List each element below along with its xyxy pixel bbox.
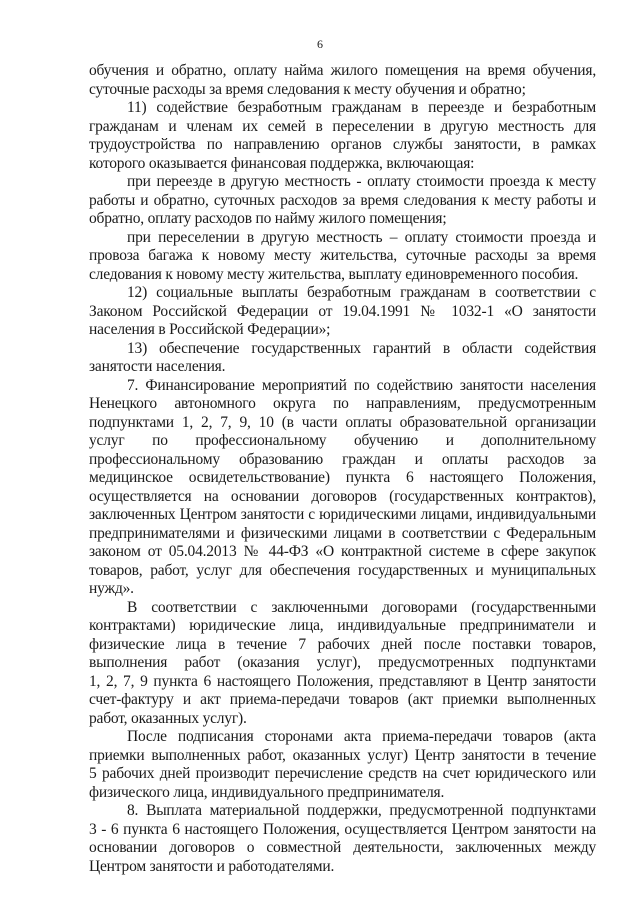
document-body	[89, 62, 596, 876]
page-number: 6	[317, 37, 323, 51]
text-line: обратно, оплату расходов по найму жилого помещения;	[89, 210, 447, 227]
text-line: Ненецкого автономного округа по направлениям, предусмотренным	[89, 395, 596, 412]
text-line: профессиональному образованию граждан и оплаты расходов за	[89, 450, 596, 468]
paragraph-relocation-move	[89, 173, 596, 229]
text-line: при переезде в другую местность - оплату стоимости проезда к месту	[127, 173, 596, 190]
text-line: контрактами) юридические лица, индивидуальные предприниматели и	[89, 617, 596, 634]
text-line: медицинское освидетельствование) пункта 6 настоящего Положения,	[89, 469, 596, 486]
text-line: услуг по профессиональному обучению и дополнительному	[89, 432, 596, 449]
paragraph-section-7	[89, 377, 596, 599]
text-line: 7. Финансирование мероприятий по содействию занятости населения	[127, 376, 596, 394]
text-line: В соответствии с заключенными договорами (государственными	[127, 598, 596, 616]
text-line: Центром занятости и работодателями.	[89, 857, 335, 875]
text-line: счет-фактуру и акт приема-передачи товаров (акт приемки выполненных	[89, 691, 596, 708]
paragraph-education-travel	[89, 62, 596, 99]
paragraph-item-13	[89, 340, 596, 377]
text-line: подпунктами 1, 2, 7, 9, 10 (в части оплаты образовательной организации	[89, 413, 596, 431]
text-line: 13) обеспечение государственных гарантий в области содействия	[127, 339, 596, 357]
text-line: заключенных Центром занятости с юридическими лицами, индивидуальными	[89, 506, 596, 523]
text-line: населения в Российской Федерации»;	[89, 321, 331, 338]
text-line: трудоустройства по направлению органов службы занятости, в рамках	[89, 136, 596, 153]
paragraph-resettlement	[89, 229, 596, 285]
text-line: 5 рабочих дней производит перечисление средств на счет юридического или	[89, 765, 596, 782]
text-line: которого оказывается финансовая поддержка, включающая:	[89, 154, 475, 172]
text-line: выполнения работ (оказания услуг), предусмотренных подпунктами	[89, 654, 596, 671]
paragraph-item-11	[89, 99, 596, 173]
text-line: 1, 2, 7, 9 пункта 6 настоящего Положения, представляют в Центр занятости	[89, 672, 596, 690]
text-line: 3 - 6 пункта 6 настоящего Положения, осуществляется Центром занятости на	[89, 820, 596, 838]
text-line: предпринимателями и физическими лицами в соответствии с Федеральным	[89, 524, 596, 542]
text-line: занятости населения.	[89, 358, 226, 375]
paragraph-contracts	[89, 599, 596, 729]
text-line: Законом Российской Федерации от 19.04.1991 № 1032-1 «О занятости	[89, 302, 596, 320]
text-line: законом от 05.04.2013 № 44-ФЗ «О контрактной системе в сфере закупок	[89, 543, 596, 560]
text-line: 8. Выплата материальной поддержки, предусмотренной подпунктами	[127, 802, 596, 819]
text-line: провоза багажа к новому месту жительства, суточные расходы за время	[89, 247, 596, 264]
text-line: нужд».	[89, 580, 134, 597]
text-line: при переселении в другую местность – оплату стоимости проезда и	[127, 228, 596, 246]
text-line: работ, оказанных услуг).	[89, 709, 247, 727]
text-line: 12) социальные выплаты безработным гражданам в соответствии с	[127, 284, 596, 301]
text-line: физического лица, индивидуального предпринимателя.	[89, 783, 445, 801]
text-line: После подписания сторонами акта приема-передачи товаров (акта	[127, 728, 596, 745]
text-line: 11) содействие безработным гражданам в переезде и безработным	[127, 99, 596, 116]
text-line: основании договоров о совместной деятельности, заключенных между	[89, 839, 596, 856]
paragraph-item-12	[89, 284, 596, 340]
text-line: работы и обратно, суточных расходов за время следования к месту работы и	[89, 191, 596, 209]
text-line: следования к новому месту жительства, выплату единовременного пособия.	[89, 265, 579, 283]
text-line: физические лица в течение 7 рабочих дней после поставки товаров,	[89, 635, 596, 653]
text-line: обучения и обратно, оплату найма жилого помещения на время обучения,	[89, 62, 596, 79]
text-line: осуществляется на основании договоров (государственных контрактов),	[89, 487, 596, 505]
text-line: суточные расходы за время следования к месту обучения и обратно;	[89, 80, 526, 98]
paragraph-payment-transfer	[89, 728, 596, 802]
text-line: товаров, работ, услуг для обеспечения государственных и муниципальных	[89, 561, 596, 579]
text-line: приемки выполненных работ, оказанных услуг) Центр занятости в течение	[89, 746, 596, 764]
paragraph-section-8	[89, 802, 596, 876]
text-line: гражданам и членам их семей в переселении в другую местность для	[89, 117, 596, 135]
